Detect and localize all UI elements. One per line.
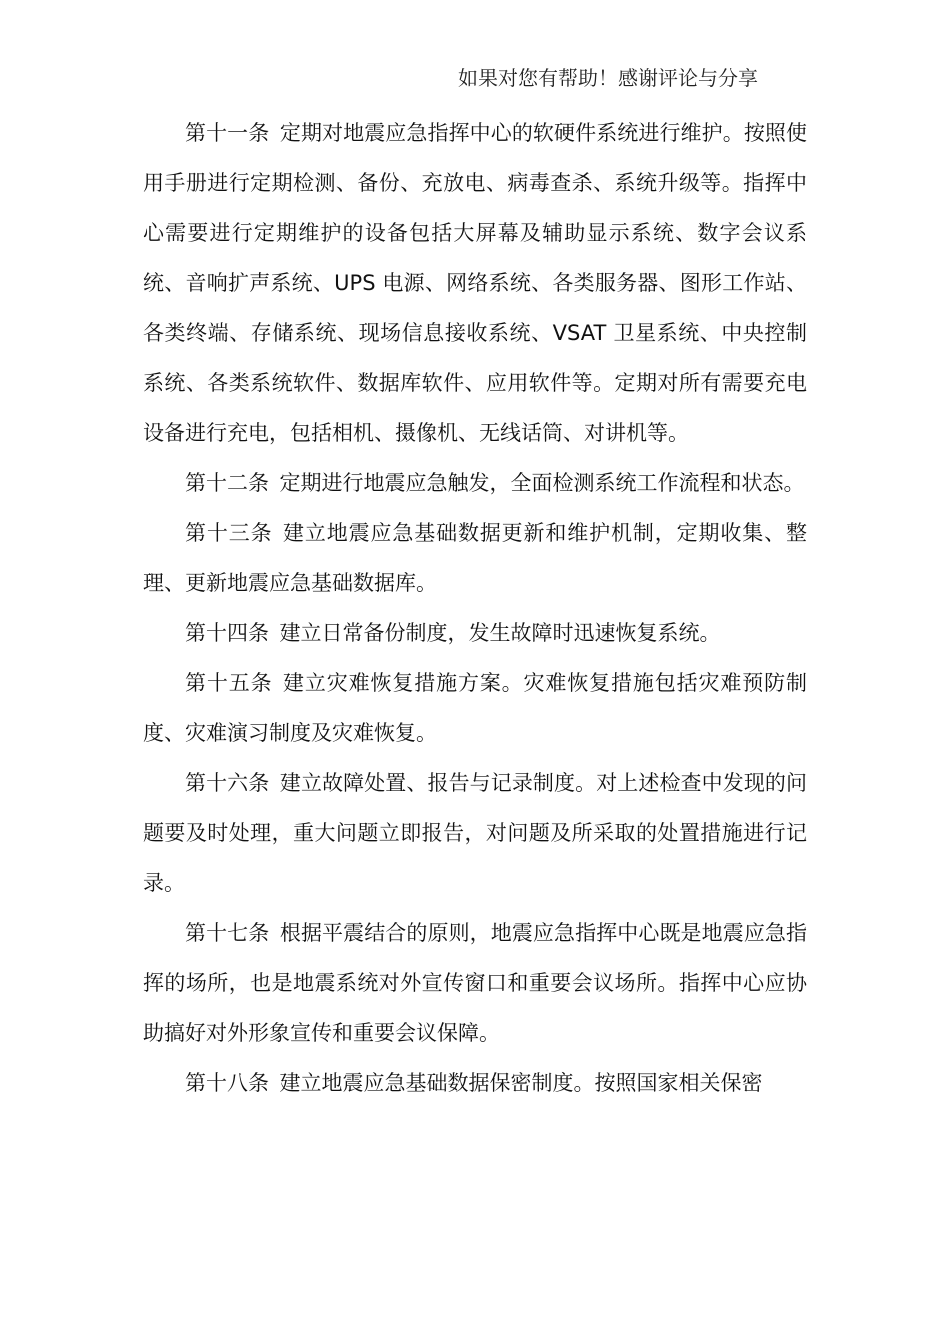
article-text: 建立地震应急基础数据更新和维护机制，定期收集、整理、更新地震应急基础数据库。 — [143, 521, 808, 595]
article-15 — [143, 658, 807, 758]
article-text: 定期对地震应急指挥中心的软硬件系统进行维护。按照使用手册进行定期检测、备份、充放电、病毒查杀、系统升级等。指挥中心需要进行定期维护的设备包括大屏幕及辅助显示系统、数字会议系统、音响扩声系统、UPS 电源、网络系统、各类服务器、图形工作站、各类终端、存储系统、现场信息接收系统、VSAT 卫星系统、中央控制系统、各类系统软件、数据库软件、应用软件等。定期对所有需要充电设备进行充电，包括相机、摄像机、无线话筒、对讲机等。 — [143, 121, 807, 445]
article-12 — [143, 458, 807, 508]
article-text: 建立地震应急基础数据保密制度。按照国家相关保密 — [279, 1071, 763, 1095]
header-note: 如果对您有帮助！感谢评论与分享 — [458, 66, 758, 90]
document-body — [143, 108, 807, 1108]
article-number: 第十二条 — [185, 471, 269, 495]
article-number: 第十七条 — [185, 921, 270, 945]
article-number: 第十四条 — [185, 621, 269, 645]
article-number: 第十三条 — [185, 521, 273, 545]
article-number: 第十一条 — [185, 121, 270, 145]
article-11 — [143, 108, 807, 458]
article-16 — [143, 758, 807, 908]
article-text: 根据平震结合的原则，地震应急指挥中心既是地震应急指挥的场所，也是地震系统对外宣传窗口和重要会议场所。指挥中心应协助搞好对外形象宣传和重要会议保障。 — [143, 921, 807, 1045]
article-text: 建立日常备份制度，发生故障时迅速恢复系统。 — [279, 621, 721, 645]
article-text: 建立灾难恢复措施方案。灾难恢复措施包括灾难预防制度、灾难演习制度及灾难恢复。 — [143, 671, 808, 745]
article-13 — [143, 508, 807, 608]
article-number: 第十五条 — [185, 671, 273, 695]
article-number: 第十八条 — [185, 1071, 269, 1095]
article-17 — [143, 908, 807, 1058]
article-text: 定期进行地震应急触发，全面检测系统工作流程和状态。 — [279, 471, 805, 495]
article-number: 第十六条 — [185, 771, 270, 795]
article-text: 建立故障处置、报告与记录制度。对上述检查中发现的问题要及时处理，重大问题立即报告，对问题及所采取的处置措施进行记录。 — [143, 771, 807, 895]
article-18 — [143, 1058, 807, 1108]
article-14 — [143, 608, 807, 658]
